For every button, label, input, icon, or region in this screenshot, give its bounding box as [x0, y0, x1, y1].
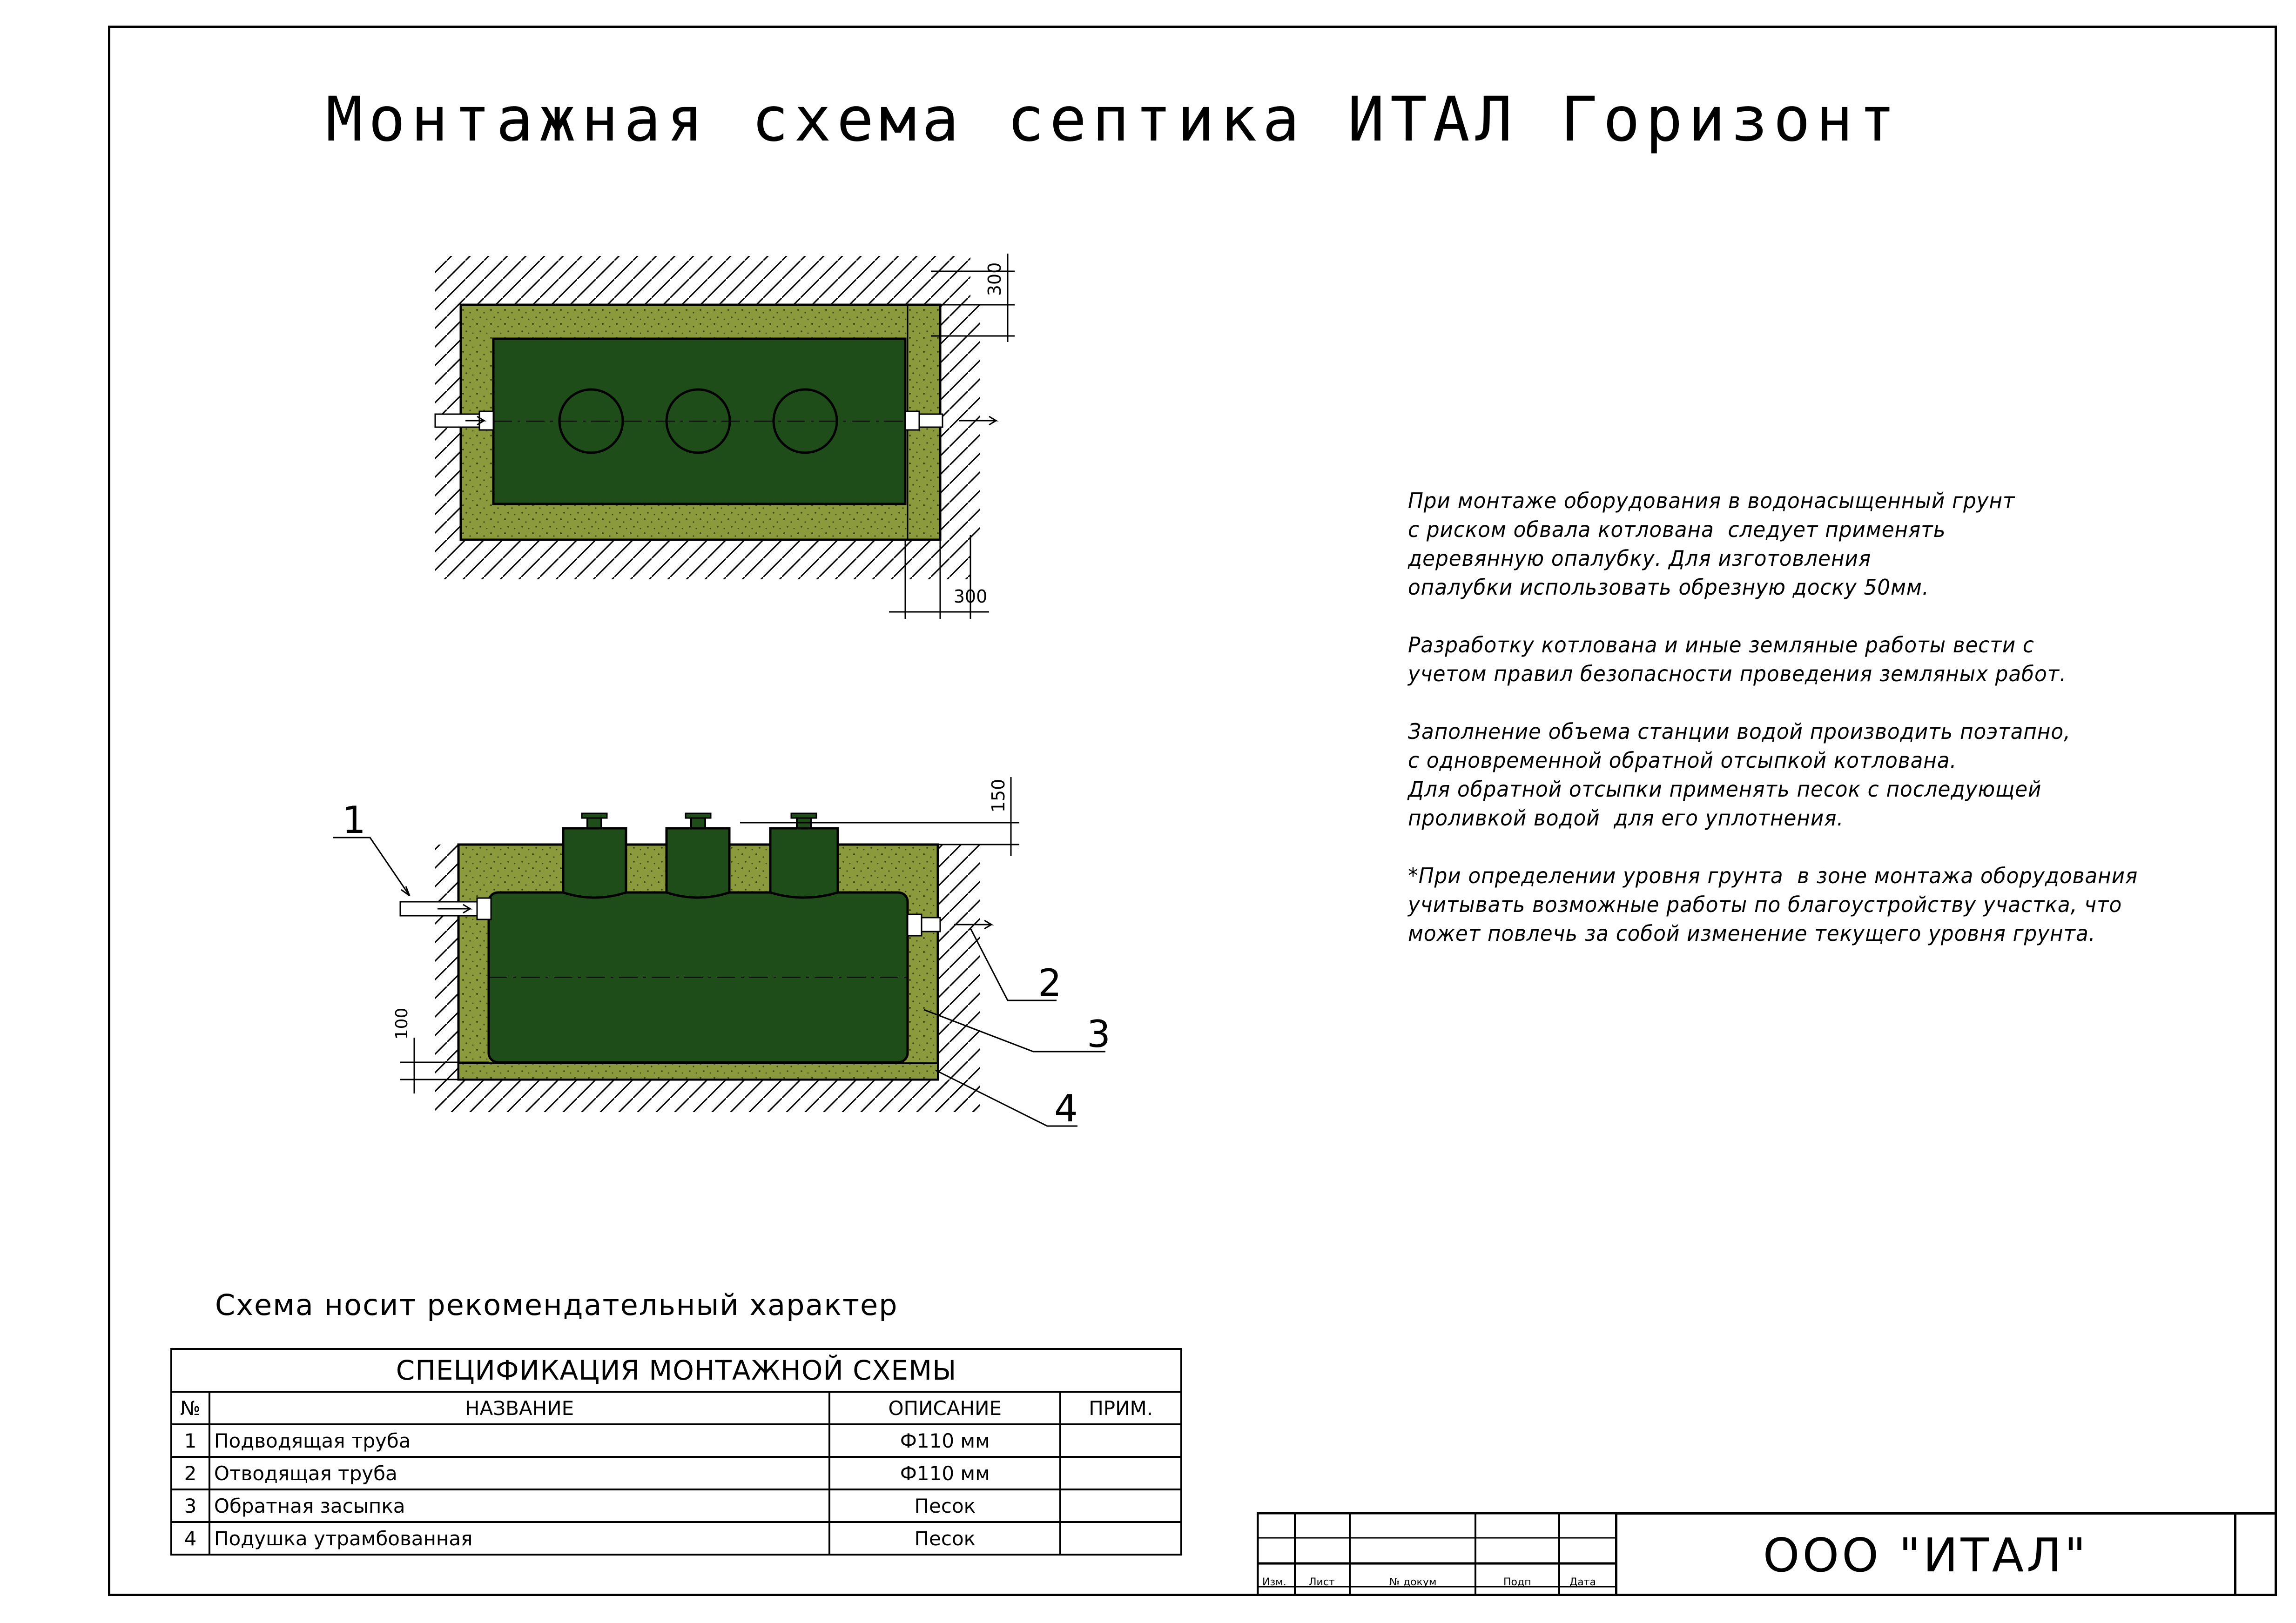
plan-outlet-pipe — [905, 411, 919, 430]
specification-table — [170, 1348, 1182, 1556]
note-paragraph: Разработку котлована и иные земляные работы вести с учетом правил безопасности проведения земляных работ. — [1408, 632, 2067, 686]
spec-cell-note — [1060, 1489, 1181, 1522]
note-paragraph: *При определении уровня грунта в зоне монтажа оборудования учитывать возможные работы по благоустройству участка, что может повлечь за собой изменение текущего уровня грунта. — [1408, 863, 2138, 946]
note-paragraph: Заполнение объема станции водой производить поэтапно, с одновременной обратной отсыпкой котлована. Для обратной отсыпки применять песок с последующей проливкой водой для его уплотнения. — [1408, 719, 2071, 831]
dim-section-top: 150 — [988, 778, 1009, 813]
spec-caption: СПЕЦИФИКАЦИЯ МОНТАЖНОЙ СХЕМЫ — [171, 1349, 1181, 1392]
soil-hatch-bottom — [435, 540, 970, 579]
spec-header-note: ПРИМ. — [1060, 1392, 1181, 1424]
callout-3: 3 — [1087, 1013, 1111, 1056]
spec-cell-number: 2 — [171, 1457, 209, 1489]
soil-hatch-bottom-section — [435, 1080, 980, 1112]
spec-cell-name: Подводящая труба — [209, 1424, 829, 1457]
section-neck-3 — [770, 813, 838, 898]
spec-cell-description: Ф110 мм — [829, 1457, 1060, 1489]
spec-cell-note — [1060, 1522, 1181, 1555]
spec-cell-description: Ф110 мм — [829, 1424, 1060, 1457]
section-outlet-pipe — [908, 914, 922, 936]
section-neck-1 — [563, 813, 626, 898]
soil-hatch-right-section — [938, 845, 980, 1112]
spec-cell-number: 1 — [171, 1424, 209, 1457]
stamp-label-sheet: Лист — [1309, 1576, 1335, 1588]
spec-header-name: НАЗВАНИЕ — [209, 1392, 829, 1424]
spec-cell-name: Подушка утрамбованная — [209, 1522, 829, 1555]
spec-header-number: № — [171, 1392, 209, 1424]
table-row — [171, 1424, 1181, 1457]
spec-cell-name: Отводящая труба — [209, 1457, 829, 1489]
plan-view — [435, 254, 1015, 619]
dim-plan-top: 300 — [984, 262, 1005, 296]
table-row — [171, 1522, 1181, 1555]
dim-plan-right: 300 — [953, 586, 988, 607]
title-block — [1257, 1512, 2277, 1596]
spec-cell-description: Песок — [829, 1489, 1060, 1522]
spec-header-description: ОПИСАНИЕ — [829, 1392, 1060, 1424]
stamp-label-signature: Подп — [1503, 1576, 1531, 1588]
stamp-label-date: Дата — [1569, 1576, 1596, 1588]
callout-4: 4 — [1054, 1087, 1078, 1130]
section-neck-2 — [667, 813, 729, 898]
page-title: Монтажная схема септика ИТАЛ Горизонт — [326, 84, 1901, 155]
stamp-label-doc-number: № докум — [1389, 1576, 1437, 1588]
installation-notes — [1408, 486, 2160, 977]
table-row — [171, 1489, 1181, 1522]
soil-hatch-right — [940, 305, 980, 540]
spec-cell-name: Обратная засыпка — [209, 1489, 829, 1522]
recommendation-text: Схема носит рекомендательный характер — [215, 1288, 898, 1322]
spec-cell-number: 4 — [171, 1522, 209, 1555]
note-paragraph: При монтаже оборудования в водонасыщенный грунт с риском обвала котлована следует применять деревянную опалубку. Для изготовления опалубки использовать обрезную доску 50мм. — [1408, 488, 2015, 600]
soil-hatch-left-section — [435, 845, 458, 1112]
spec-cell-note — [1060, 1457, 1181, 1489]
callout-1: 1 — [342, 798, 366, 842]
spec-cell-number: 3 — [171, 1489, 209, 1522]
table-row — [171, 1457, 1181, 1489]
spec-cell-note — [1060, 1424, 1181, 1457]
soil-hatch-top — [435, 256, 970, 305]
section-cushion — [458, 1063, 938, 1080]
title-block-sheet-cell — [2234, 1512, 2277, 1596]
dim-section-bottom: 100 — [392, 1007, 411, 1040]
section-view — [333, 777, 1111, 1130]
company-name: ООО "ИТАЛ" — [1615, 1512, 2234, 1596]
spec-cell-description: Песок — [829, 1522, 1060, 1555]
callout-2: 2 — [1038, 961, 1062, 1005]
stamp-label-change: Изм. — [1262, 1576, 1286, 1588]
